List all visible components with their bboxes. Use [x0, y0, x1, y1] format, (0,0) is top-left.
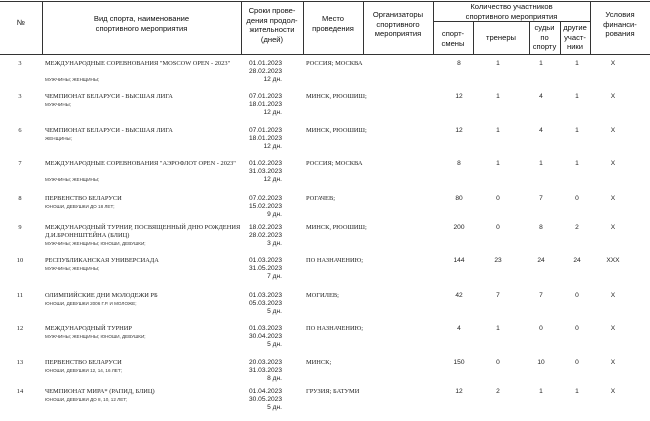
- header-event-line: спортивного мероприятия: [95, 23, 188, 33]
- cell-funding: X: [610, 359, 616, 366]
- cell-coaches: 1: [496, 325, 500, 332]
- cell-funding: X: [610, 388, 616, 395]
- cell-end-date: 30.05.2023: [248, 396, 282, 403]
- cell-coaches: 1: [496, 160, 500, 167]
- cell-event: ПЕРВЕНСТВО БЕЛАРУСИ: [45, 359, 122, 366]
- cell-others: 0: [575, 359, 579, 366]
- header-dates-line: (дней): [260, 34, 284, 44]
- cell-coaches: 0: [496, 195, 500, 202]
- cell-event: ЧЕМПИОНАТ БЕЛАРУСИ - ВЫСШАЯ ЛИГА: [45, 93, 173, 100]
- cell-judges: 10: [537, 359, 545, 366]
- cell-event: МЕЖДУНАРОДНЫЙ ТУРНИР, ПОСВЯЩЕННЫЙ ДНЮ РОЖДЕНИЯ Д.И.БРОННШТЕЙНА (БЛИЦ): [45, 224, 241, 240]
- cell-judges: 4: [539, 93, 543, 100]
- cell-event-participants: МУЖЧИНЫ; ЖЕНЩИНЫ;: [45, 177, 100, 182]
- cell-end-date: 15.02.2023: [248, 203, 282, 210]
- cell-days: 7 дн.: [267, 273, 282, 280]
- cell-event-participants: МУЖЧИНЫ; ЖЕНЩИНЫ; ЮНОШИ, ДЕВУШКИ;: [45, 241, 146, 246]
- cell-place: МИНСК, РЮОШИШ;: [306, 127, 367, 134]
- cell-start-date: 07.02.2023: [248, 195, 282, 202]
- cell-place: МИНСК, РЮОШИШ;: [306, 93, 367, 100]
- cell-event-participants: МУЖЧИНЫ; ЖЕНЩИНЫ;: [45, 266, 100, 271]
- cell-event: МЕЖДУНАРОДНЫЕ СОРЕВНОВАНИЯ "MOSCOW OPEN - 2023": [45, 60, 231, 67]
- cell-funding: X: [610, 224, 616, 231]
- cell-days: 12 дн.: [263, 176, 282, 183]
- header-athletes: [433, 29, 473, 48]
- cell-athletes: 200: [453, 224, 465, 231]
- cell-judges: 7: [539, 292, 543, 299]
- cell-event-participants: ЖЕНЩИНЫ;: [45, 136, 72, 141]
- cell-days: 12 дн.: [263, 143, 282, 150]
- header-place: [303, 14, 363, 33]
- cell-start-date: 18.02.2023: [248, 224, 282, 231]
- cell-athletes: 4: [457, 325, 461, 332]
- cell-athletes: 8: [457, 160, 461, 167]
- cell-end-date: 18.01.2023: [248, 135, 282, 142]
- cell-days: 12 дн.: [263, 109, 282, 116]
- cell-others: 0: [575, 292, 579, 299]
- cell-num: 12: [16, 325, 24, 332]
- header-others: [560, 23, 590, 52]
- cell-end-date: 31.03.2023: [248, 367, 282, 374]
- cell-others: 1: [575, 93, 579, 100]
- cell-event: МЕЖДУНАРОДНЫЕ СОРЕВНОВАНИЯ "АЭРОФЛОТ OPEN - 2023": [45, 160, 236, 167]
- cell-place: ПО НАЗНАЧЕНИЮ;: [306, 257, 363, 264]
- cell-num: 11: [16, 292, 24, 299]
- cell-athletes: 12: [455, 127, 463, 134]
- cell-athletes: 12: [455, 93, 463, 100]
- header-dates-line: жительности: [249, 25, 295, 34]
- cell-athletes: 80: [455, 195, 463, 202]
- cell-event-participants: МУЖЧИНЫ; ЖЕНЩИНЫ; ЮНОШИ, ДЕВУШКИ;: [45, 334, 146, 339]
- cell-coaches: 2: [496, 388, 500, 395]
- cell-coaches: 0: [496, 359, 500, 366]
- header-coaches-text: тренеры: [485, 33, 517, 42]
- header-org-line: мероприятия: [374, 29, 422, 38]
- cell-num: 3: [18, 93, 22, 100]
- cell-days: 3 дн.: [267, 240, 282, 247]
- cell-num: 9: [18, 224, 22, 231]
- header-funding: [590, 10, 650, 39]
- cell-funding: X: [610, 60, 616, 67]
- cell-num: 8: [18, 195, 22, 202]
- header-num: [0, 18, 42, 28]
- header-event: [42, 14, 241, 33]
- cell-athletes: 144: [453, 257, 465, 264]
- cell-start-date: 01.03.2023: [248, 325, 282, 332]
- cell-num: 10: [16, 257, 24, 264]
- cell-funding: X: [610, 93, 616, 100]
- cell-funding: X: [610, 127, 616, 134]
- header-place-line: проведения: [312, 23, 354, 33]
- cell-judges: 8: [539, 224, 543, 231]
- cell-event: ПЕРВЕНСТВО БЕЛАРУСИ: [45, 195, 122, 202]
- cell-start-date: 01.04.2023: [248, 388, 282, 395]
- cell-start-date: 07.01.2023: [248, 127, 282, 134]
- header-judges: [529, 23, 560, 52]
- cell-athletes: 42: [455, 292, 463, 299]
- cell-days: 5 дн.: [267, 341, 282, 348]
- header-subrule: [433, 21, 590, 22]
- cell-coaches: 1: [496, 60, 500, 67]
- header-funding-line: рования: [605, 29, 635, 38]
- cell-place: РОССИЯ; МОСКВА: [306, 160, 363, 167]
- cell-others: 0: [575, 195, 579, 202]
- cell-funding: X: [610, 292, 616, 299]
- header-athletes-line: смены: [441, 38, 465, 48]
- cell-event-participants: ЮНОШИ, ДЕВУШКИ ДО 8, 10, 12 ЛЕТ;: [45, 397, 128, 402]
- cell-days: 5 дн.: [267, 404, 282, 411]
- cell-start-date: 01.01.2023: [248, 60, 282, 67]
- cell-others: 1: [575, 160, 579, 167]
- cell-start-date: 07.01.2023: [248, 93, 282, 100]
- header-judges-line: по: [540, 32, 549, 42]
- cell-end-date: 31.05.2023: [248, 265, 282, 272]
- cell-end-date: 28.02.2023: [248, 68, 282, 75]
- cell-event: РЕСПУБЛИКАНСКАЯ УНИВЕРСИАДА: [45, 257, 159, 264]
- cell-days: 5 дн.: [267, 308, 282, 315]
- cell-judges: 1: [539, 160, 543, 167]
- header-dates-line: дения продол-: [246, 15, 298, 25]
- cell-athletes: 12: [455, 388, 463, 395]
- cell-others: 0: [575, 325, 579, 332]
- header-dates-line: Сроки прове-: [248, 6, 296, 15]
- cell-event-participants: ЮНОШИ, ДЕВУШКИ 12, 14, 16 ЛЕТ;: [45, 368, 122, 373]
- cell-start-date: 01.03.2023: [248, 257, 282, 264]
- header-count-line: спортивного мероприятия: [465, 11, 558, 21]
- header-num-text: №: [16, 18, 26, 27]
- cell-judges: 24: [537, 257, 545, 264]
- cell-others: 1: [575, 60, 579, 67]
- cell-days: 12 дн.: [263, 76, 282, 83]
- header-others-line: другие: [563, 23, 587, 32]
- header-org-line: спортивного: [376, 19, 420, 29]
- cell-event-participants: ЮНОШИ, ДЕВУШКИ ДО 18 ЛЕТ;: [45, 204, 115, 209]
- cell-place: ПО НАЗНАЧЕНИЮ;: [306, 325, 363, 332]
- header-count-group: [433, 2, 590, 21]
- cell-event-participants: МУЖЧИНЫ; ЖЕНЩИНЫ;: [45, 77, 100, 82]
- cell-event: ЧЕМПИОНАТ БЕЛАРУСИ - ВЫСШАЯ ЛИГА: [45, 127, 173, 134]
- cell-start-date: 01.02.2023: [248, 160, 282, 167]
- cell-place: РОГАЧЕВ;: [306, 195, 335, 202]
- cell-coaches: 7: [496, 292, 500, 299]
- cell-athletes: 8: [457, 60, 461, 67]
- header-others-line: участ-: [564, 32, 586, 42]
- cell-event: ОЛИМПИЙСКИЕ ДНИ МОЛОДЕЖИ РБ: [45, 292, 158, 299]
- cell-start-date: 20.03.2023: [248, 359, 282, 366]
- cell-event: ЧЕМПИОНАТ МИРА* (РАПИД, БЛИЦ): [45, 388, 155, 395]
- cell-place: МОГИЛЕВ;: [306, 292, 339, 299]
- cell-others: 2: [575, 224, 579, 231]
- cell-num: 13: [16, 359, 24, 366]
- cell-coaches: 1: [496, 127, 500, 134]
- cell-end-date: 30.04.2023: [248, 333, 282, 340]
- cell-athletes: 150: [453, 359, 465, 366]
- cell-end-date: 05.03.2023: [248, 300, 282, 307]
- header-coaches: [473, 33, 529, 43]
- header-event-line: Вид спорта, наименование: [93, 14, 190, 23]
- cell-funding: X: [610, 160, 616, 167]
- cell-end-date: 18.01.2023: [248, 101, 282, 108]
- header-organizers: [363, 10, 433, 39]
- cell-judges: 0: [539, 325, 543, 332]
- cell-judges: 1: [539, 388, 543, 395]
- header-bottom-rule: [0, 54, 650, 55]
- cell-coaches: 1: [496, 93, 500, 100]
- cell-days: 9 дн.: [267, 211, 282, 218]
- cell-place: МИНСК;: [306, 359, 332, 366]
- cell-place: РОССИЯ; МОСКВА: [306, 60, 363, 67]
- cell-coaches: 0: [496, 224, 500, 231]
- cell-event-participants: МУЖЧИНЫ;: [45, 102, 72, 107]
- cell-start-date: 01.03.2023: [248, 292, 282, 299]
- header-count-line: Количество участников: [470, 2, 553, 11]
- cell-judges: 4: [539, 127, 543, 134]
- cell-end-date: 28.02.2023: [248, 232, 282, 239]
- header-judges-line: спорту: [532, 42, 557, 51]
- cell-funding: X: [610, 325, 616, 332]
- cell-funding: X: [610, 195, 616, 202]
- cell-coaches: 23: [494, 257, 502, 264]
- cell-others: 1: [575, 388, 579, 395]
- cell-num: 14: [16, 388, 24, 395]
- cell-funding: XXX: [606, 257, 620, 264]
- cell-num: 6: [18, 127, 22, 134]
- header-funding-line: Условия: [605, 10, 635, 19]
- header-others-line: ники: [567, 42, 583, 51]
- header-judges-line: судьи: [534, 23, 555, 32]
- cell-end-date: 31.03.2023: [248, 168, 282, 175]
- cell-judges: 1: [539, 60, 543, 67]
- cell-event: МЕЖДУНАРОДНЫЙ ТУРНИР: [45, 325, 132, 332]
- cell-days: 8 дн.: [267, 375, 282, 382]
- header-dates: [241, 6, 303, 44]
- header-org-line: Организаторы: [372, 10, 424, 19]
- cell-place: МИНСК, РЮОШИШ;: [306, 224, 367, 231]
- cell-num: 7: [18, 160, 22, 167]
- cell-others: 24: [573, 257, 581, 264]
- header-athletes-line: спорт-: [441, 29, 465, 38]
- cell-num: 3: [18, 60, 22, 67]
- cell-place: ГРУЗИЯ; БАТУМИ: [306, 388, 360, 395]
- cell-others: 1: [575, 127, 579, 134]
- cell-judges: 7: [539, 195, 543, 202]
- cell-event-participants: ЮНОШИ, ДЕВУШКИ 2006 Г.Р. И МОЛОЖЕ;: [45, 301, 137, 306]
- header-funding-line: финанси-: [603, 19, 637, 29]
- header-place-line: Место: [321, 14, 345, 23]
